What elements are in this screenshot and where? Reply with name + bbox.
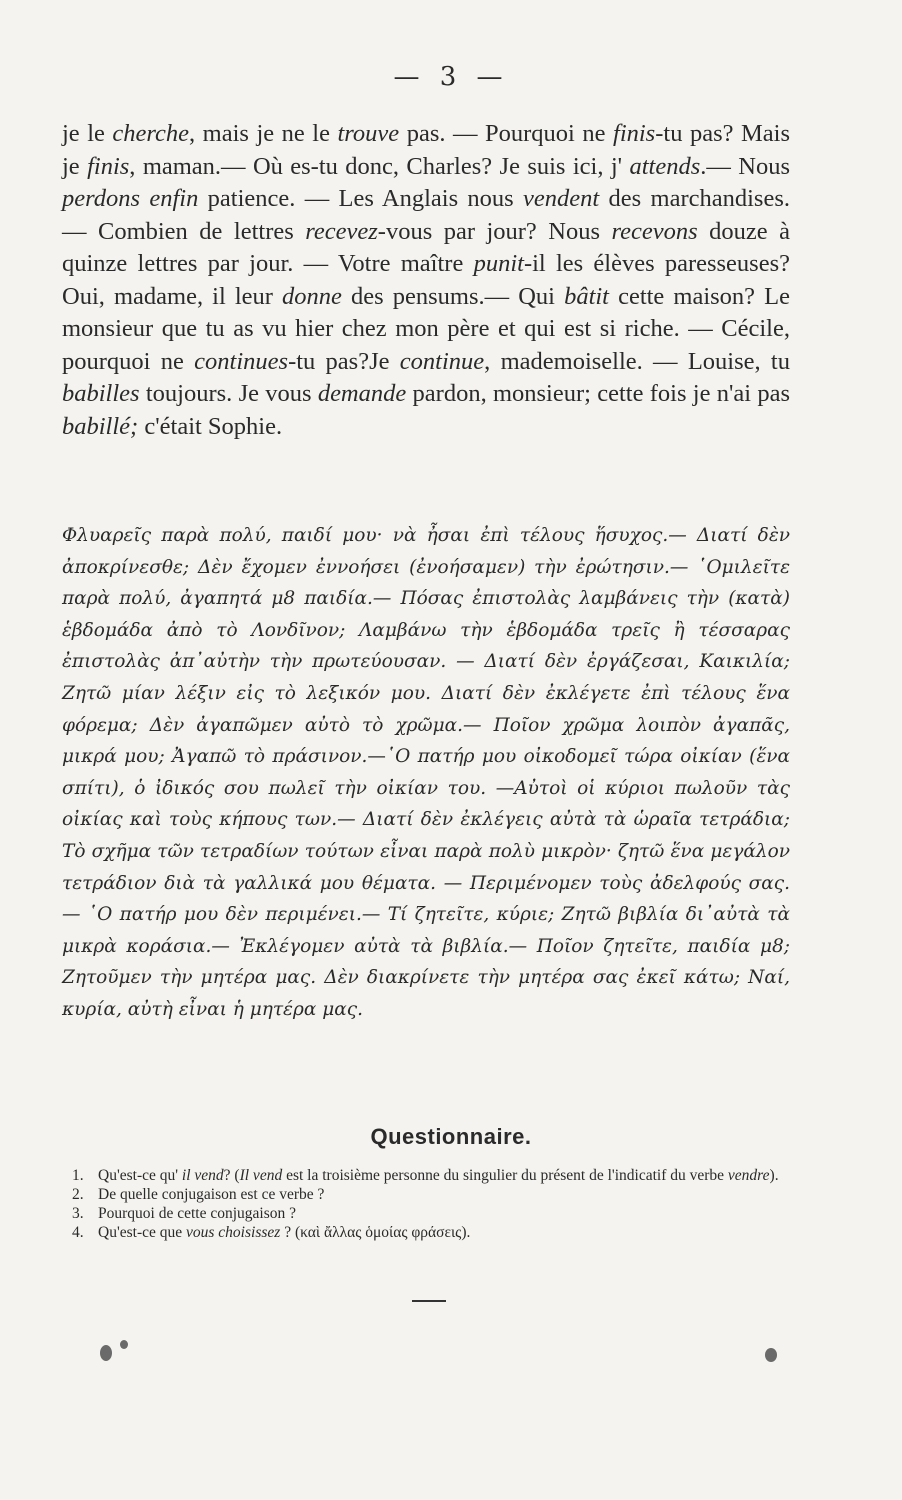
french-paragraph: je le cherche, mais je ne le trouve pas. — Pourquoi ne finis-tu pas? Mais je finis, maman.— Où es-tu donc, Charles? Je suis ici, j' attends.— Nous perdons enfin patience. — Les Anglais nous vendent des marchandises. — Combien de lettres recevez-vous par jour? Nous recevons douze à quinze lettres par jour. — Votre maître punit-il les élèves paresseuses? Oui, madame, il leur donne des pensums.— Qui bâtit cette maison? Le monsieur que tu as vu hier chez mon père et qui est si riche. — Cécile, pourquoi ne continues-tu pas?Je continue, mademoiselle. — Louise, tu babilles toujours. Je vous demande pardon, monsieur; cette fois je n'ai pas babillé; c'était Sophie. <box>62 120 791 440</box>
ink-spot <box>120 1340 128 1349</box>
ink-spot <box>765 1348 777 1362</box>
greek-paragraph: Φλυαρεῖς παρὰ πολύ, παιδί μου· νὰ ἦσαι ἐπὶ τέλους ἥσυχος.— Διατί δὲν ἀποκρίνεσθε; Δὲν ἔχομεν ἐννοήσει (ἐνοήσαμεν) τὴν ἐρώτησιν.— ῾Ομιλεῖτε παρὰ πολύ, ἀγαπητά μ8 παιδία.— Πόσας ἐπιστολὰς λαμβάνεις τὴν (κατὰ) ἑβδομάδα ἀπὸ τὸ Λονδῖνον; Λαμβάνω τὴν ἑβδομάδα τρεῖς ἢ τέσσαρας ἐπιστολὰς ἀπ᾽αὐτὴν τὴν πρωτεύουσαν. — Διατί δὲν ἐργάζεσαι, Καικιλία; Ζητῶ μίαν λέξιν εἰς τὸ λεξικόν μου. Διατί δὲν ἐκλέγετε ἐπὶ τέλους ἕνα φόρεμα; Δὲν ἀγαπῶμεν αὐτὸ τὸ χρῶμα.— Ποῖον χρῶμα λοιπὸν ἀγαπᾶς, μικρά μου; Ἀγαπῶ τὸ πράσινον.—῾Ο πατήρ μου οἰκοδομεῖ τώρα οἰκίαν (ἕνα σπίτι), ὁ ἰδικός σου πωλεῖ τὴν οἰκίαν του. —Αὐτοὶ οἱ κύριοι πωλοῦν τὰς οἰκίας καὶ τοὺς κήπους των.— Διατί δὲν ἐκλέγεις αὐτὰ τὰ ὡραῖα τετράδια; Τὸ σχῆμα τῶν τετραδίων τούτων εἶναι παρὰ πολὺ μικρὸν· ζητῶ ἕνα μεγάλον τετράδιον διὰ τὰ γαλλικά μου θέματα. — Περιμένομεν τοὺς ἀδελφούς σας.— ῾Ο πατήρ μου δὲν περιμένει.— Τί ζητεῖτε, κύριε; Ζητῶ βιβλία δι᾽αὐτὰ τὰ μικρὰ κοράσια.— Ἐκλέγομεν αὐτὰ τὰ βιβλία.— Ποῖον ζητεῖτε, παιδία μ8; Ζητοῦμεν τὴν μητέρα μας. Δὲν διακρίνετε τὴν μητέρα σας ἐκεῖ κάτω; Ναί, κυρία, αὐτὴ εἶναι ἡ μητέρα μας. <box>62 525 790 1020</box>
page-number: — 3 — <box>393 62 509 92</box>
question-item: 1. Qu'est-ce qu' il vend? (Il vend est la troisième personne du singulier du présent de l'indicatif du verbe vendre). <box>72 1167 779 1184</box>
question-item: 3. Pourquoi de cette conjugaison ? <box>72 1205 297 1222</box>
question-item: 2. De quelle conjugaison est ce verbe ? <box>72 1186 325 1203</box>
questionnaire-title: Questionnaire. <box>370 1124 532 1149</box>
question-item: 4. Qu'est-ce que vous choisissez ? (καὶ ἄλλας ὁμοίας φράσεις). <box>72 1224 471 1241</box>
questionnaire-list <box>72 1166 782 1242</box>
end-rule <box>412 1300 446 1302</box>
ink-spot <box>100 1345 112 1361</box>
